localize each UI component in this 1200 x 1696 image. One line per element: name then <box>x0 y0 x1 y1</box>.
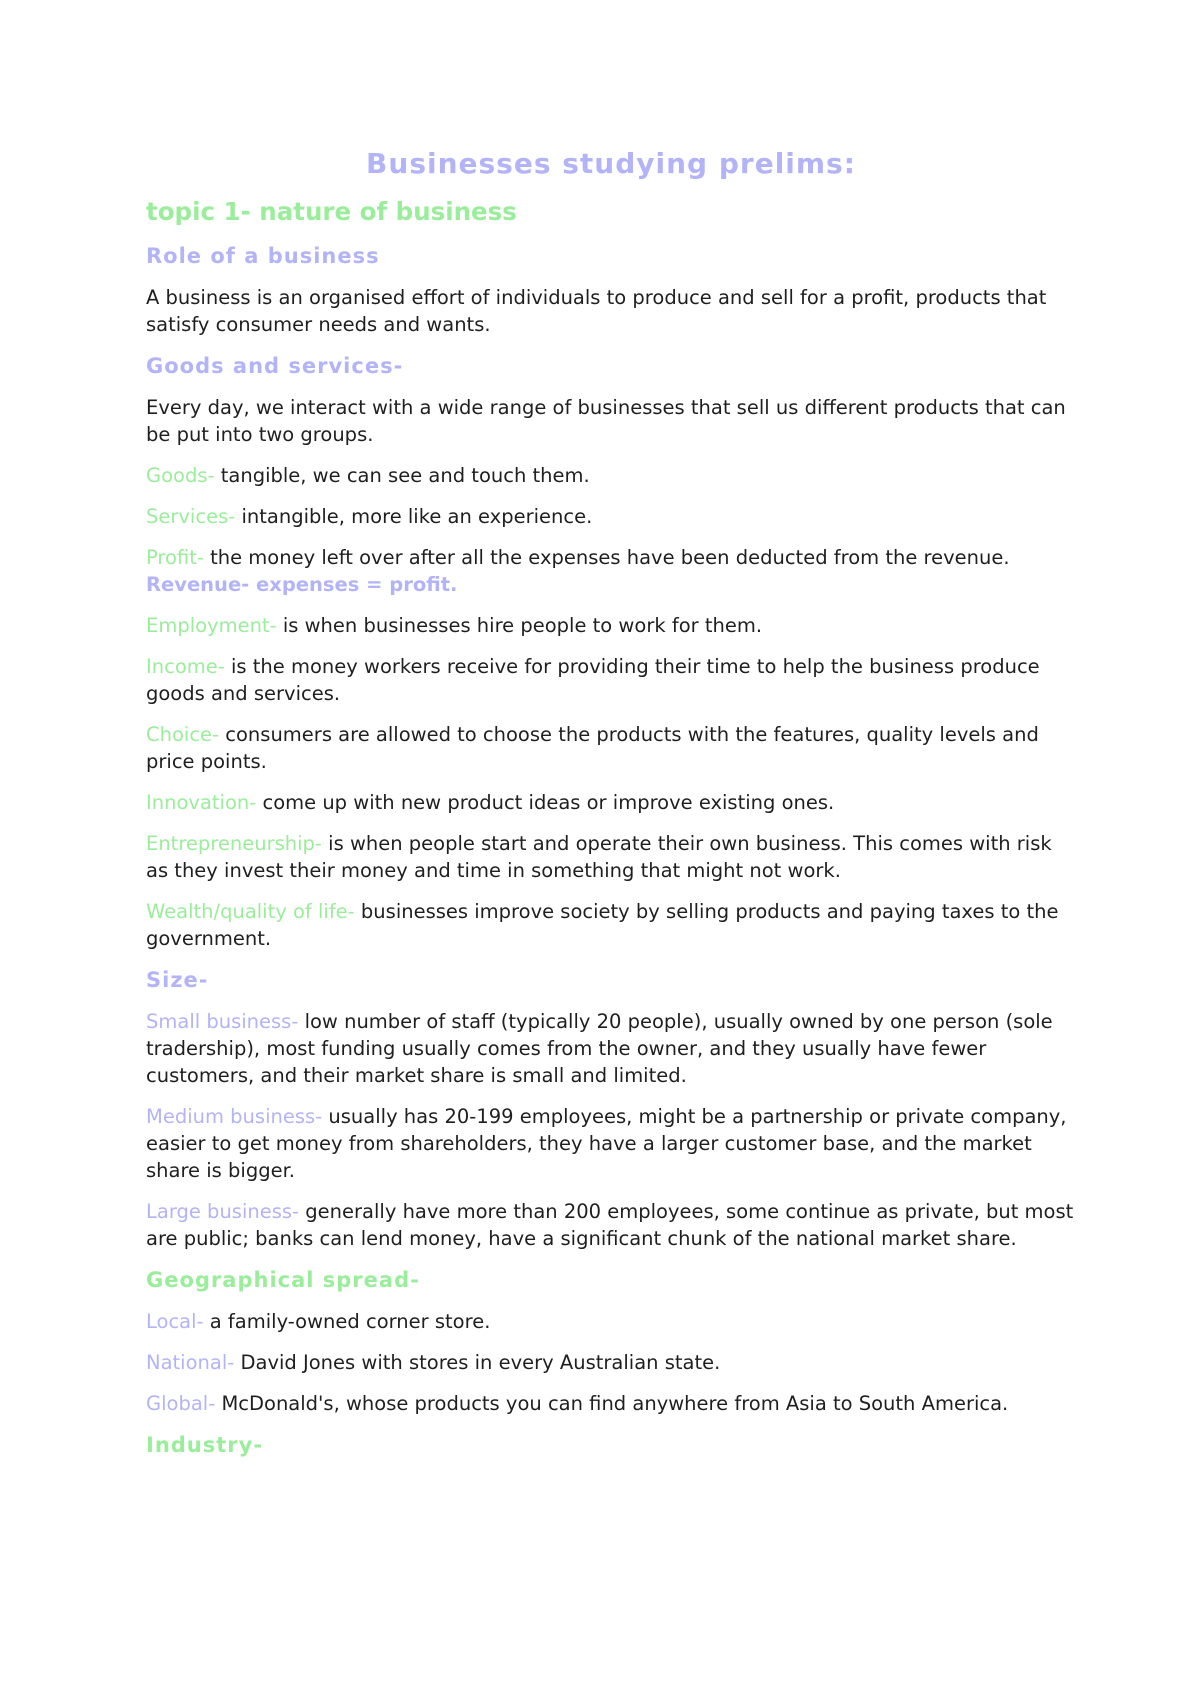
term-services: Services- <box>146 505 236 528</box>
definition-goods <box>146 462 1076 489</box>
document-body <box>146 146 1076 1459</box>
term-entrepreneurship: Entrepreneurship- <box>146 832 322 855</box>
section-heading-goods-services: Goods and services- <box>146 354 404 378</box>
definition-medium-business <box>146 1103 1076 1184</box>
section-heading-industry: Industry- <box>146 1433 264 1457</box>
definition-large-business <box>146 1198 1076 1252</box>
definition-services <box>146 503 1076 530</box>
goods-services-intro: Every day, we interact with a wide range of businesses that sell us different products that can be put into two groups. <box>146 396 1066 446</box>
definition-profit <box>146 544 1076 598</box>
term-national: National- <box>146 1351 235 1374</box>
term-wealth: Wealth/quality of life- <box>146 900 355 923</box>
definition-text: come up with new product ideas or improve existing ones. <box>256 791 835 814</box>
term-innovation: Innovation- <box>146 791 257 814</box>
term-goods: Goods- <box>146 464 215 487</box>
definition-national <box>146 1349 1076 1376</box>
definition-wealth <box>146 898 1076 952</box>
term-small-business: Small business- <box>146 1010 299 1033</box>
definition-local <box>146 1308 1076 1335</box>
section-heading-role: Role of a business <box>146 244 380 268</box>
definition-text: generally have more than 200 employees, some continue as private, but most are public; banks can lend money, have a significant chunk of the national market share. <box>146 1200 1074 1250</box>
definition-text: consumers are allowed to choose the products with the features, quality levels and price points. <box>146 723 1039 773</box>
term-local: Local- <box>146 1310 204 1333</box>
definition-text: the money left over after all the expenses have been deducted from the revenue. <box>203 546 1010 569</box>
profit-formula: Revenue- expenses = profit. <box>146 573 458 596</box>
term-employment: Employment- <box>146 614 277 637</box>
definition-small-business <box>146 1008 1076 1089</box>
term-medium-business: Medium business- <box>146 1105 323 1128</box>
definition-income <box>146 653 1076 707</box>
term-large-business: Large business- <box>146 1200 300 1223</box>
definition-innovation <box>146 789 1076 816</box>
topic-heading: topic 1- nature of business <box>146 197 517 226</box>
section-heading-geographical-spread: Geographical spread- <box>146 1268 420 1292</box>
definition-text: low number of staff (typically 20 people), usually owned by one person (sole tradership), most funding usually comes from the owner, and they usually have fewer customers, and their market share is small and limited. <box>146 1010 1053 1087</box>
term-choice: Choice- <box>146 723 220 746</box>
definition-text: McDonald's, whose products you can find anywhere from Asia to South America. <box>215 1392 1009 1415</box>
definition-text: is when businesses hire people to work for them. <box>276 614 763 637</box>
term-global: Global- <box>146 1392 216 1415</box>
role-paragraph: A business is an organised effort of individuals to produce and sell for a profit, products that satisfy consumer needs and wants. <box>146 286 1047 336</box>
definition-entrepreneurship <box>146 830 1076 884</box>
definition-text: tangible, we can see and touch them. <box>214 464 590 487</box>
definition-text: usually has 20-199 employees, might be a partnership or private company, easier to get money from shareholders, they have a larger customer base, and the market share is bigger. <box>146 1105 1067 1182</box>
definition-text: businesses improve society by selling products and paying taxes to the government. <box>146 900 1059 950</box>
definition-global <box>146 1390 1076 1417</box>
definition-text: is when people start and operate their own business. This comes with risk as they invest their money and time in something that might not work. <box>146 832 1052 882</box>
definition-text: a family-owned corner store. <box>203 1310 491 1333</box>
term-profit: Profit- <box>146 546 204 569</box>
definition-text: intangible, more like an experience. <box>235 505 593 528</box>
definition-text: David Jones with stores in every Australian state. <box>234 1351 721 1374</box>
definition-employment <box>146 612 1076 639</box>
section-heading-size: Size- <box>146 968 209 992</box>
term-income: Income- <box>146 655 225 678</box>
document-title: Businesses studying prelims: <box>366 147 856 180</box>
definition-choice <box>146 721 1076 775</box>
definition-text: is the money workers receive for providing their time to help the business produce goods and services. <box>146 655 1040 705</box>
